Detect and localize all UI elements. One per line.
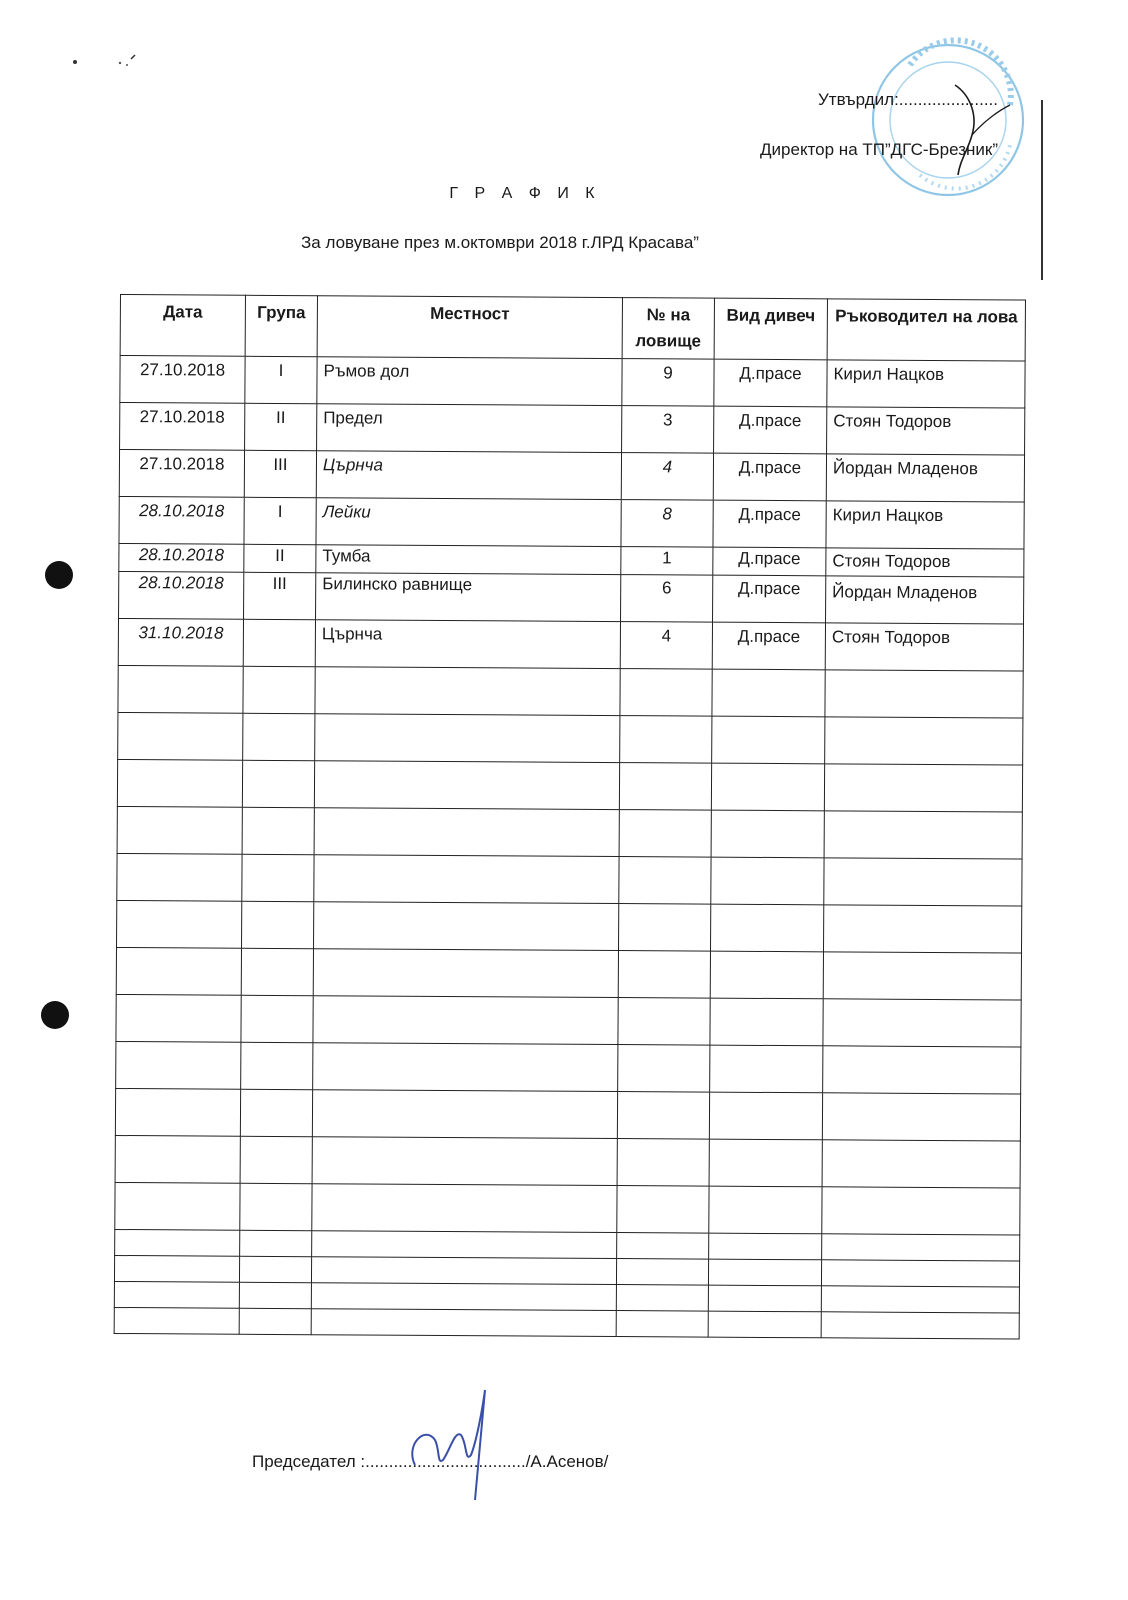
empty-cell xyxy=(709,1186,822,1234)
empty-table-row xyxy=(117,759,1022,812)
empty-cell xyxy=(618,998,710,1046)
empty-cell xyxy=(117,759,242,807)
cell-place: Билинско равнище xyxy=(316,573,621,622)
empty-cell xyxy=(823,1046,1021,1094)
empty-cell xyxy=(824,811,1022,859)
cell-place: Предел xyxy=(317,404,622,453)
empty-cell xyxy=(117,853,242,901)
empty-cell xyxy=(242,807,314,854)
empty-cell xyxy=(115,1182,240,1230)
punch-hole-bottom xyxy=(41,1001,69,1029)
scan-specks xyxy=(65,50,155,70)
empty-cell xyxy=(618,951,710,999)
empty-cell xyxy=(619,857,711,905)
cell-leader: Стоян Тодоров xyxy=(826,548,1024,577)
empty-rows xyxy=(114,665,1023,1339)
col-header-leader: Ръководител на лова xyxy=(827,299,1025,361)
cell-date: 27.10.2018 xyxy=(120,356,245,404)
empty-cell xyxy=(118,665,243,713)
cell-date: 27.10.2018 xyxy=(119,450,244,498)
empty-cell xyxy=(619,763,711,811)
empty-cell xyxy=(710,951,823,999)
cell-game: Д.прасе xyxy=(713,500,826,548)
empty-cell xyxy=(823,999,1021,1047)
empty-cell xyxy=(824,858,1022,906)
empty-table-row xyxy=(118,712,1023,765)
empty-cell xyxy=(821,1286,1019,1313)
empty-cell xyxy=(619,810,711,858)
cell-group: II xyxy=(244,544,316,572)
empty-cell xyxy=(708,1285,821,1312)
document-subtitle: За ловуване през м.октомври 2018 г.ЛРД Красава” xyxy=(301,233,699,252)
table-row xyxy=(119,496,1024,549)
empty-cell xyxy=(115,1229,240,1256)
col-header-game: Вид дивеч xyxy=(714,298,827,360)
table-row xyxy=(120,403,1025,456)
empty-cell xyxy=(823,952,1021,1000)
empty-cell xyxy=(618,904,710,952)
empty-cell xyxy=(313,949,618,998)
document-title: Г Р А Ф И К xyxy=(449,185,601,202)
cell-hunt-no: 4 xyxy=(620,622,712,670)
empty-cell xyxy=(312,1137,617,1186)
empty-cell xyxy=(617,1139,709,1187)
empty-cell xyxy=(118,712,243,760)
cell-date: 28.10.2018 xyxy=(119,571,244,619)
empty-cell xyxy=(243,666,315,713)
empty-cell xyxy=(116,1041,241,1089)
empty-cell xyxy=(240,1136,312,1183)
empty-cell xyxy=(616,1259,708,1286)
col-header-group: Група xyxy=(245,295,317,356)
empty-cell xyxy=(116,994,241,1042)
cell-game: Д.прасе xyxy=(713,453,826,501)
cell-hunt-no: 6 xyxy=(621,575,713,623)
empty-table-row xyxy=(115,1135,1020,1188)
cell-group: I xyxy=(245,356,317,403)
cell-game: Д.прасе xyxy=(714,359,827,407)
table-row xyxy=(120,356,1025,409)
empty-cell xyxy=(117,900,242,948)
empty-cell xyxy=(616,1311,708,1338)
cell-leader: Стоян Тодоров xyxy=(825,623,1023,671)
empty-cell xyxy=(709,1092,822,1140)
empty-cell xyxy=(239,1308,311,1334)
cell-date: 28.10.2018 xyxy=(119,496,244,544)
cell-leader: Йордан Младенов xyxy=(826,454,1024,502)
empty-cell xyxy=(822,1140,1020,1188)
cell-group: III xyxy=(244,450,316,497)
empty-cell xyxy=(620,716,712,764)
empty-table-row xyxy=(118,665,1023,718)
empty-cell xyxy=(710,904,823,952)
empty-cell xyxy=(240,1089,312,1136)
empty-cell xyxy=(114,1281,239,1308)
empty-cell xyxy=(312,1184,617,1233)
hunting-schedule-table xyxy=(114,294,1026,1340)
empty-cell xyxy=(239,1282,311,1308)
cell-leader: Стоян Тодоров xyxy=(827,407,1025,455)
empty-cell xyxy=(114,1255,239,1282)
empty-cell xyxy=(114,1307,239,1334)
empty-cell xyxy=(315,714,620,763)
empty-cell xyxy=(314,808,619,857)
empty-cell xyxy=(822,1187,1020,1235)
table-row xyxy=(119,571,1024,624)
cell-hunt-no: 3 xyxy=(622,406,714,454)
empty-cell xyxy=(709,1233,822,1260)
empty-cell xyxy=(315,667,620,716)
empty-cell xyxy=(711,763,824,811)
empty-cell xyxy=(821,1260,1019,1287)
empty-cell xyxy=(311,1309,616,1337)
cell-leader: Кирил Нацков xyxy=(826,501,1024,549)
empty-cell xyxy=(243,713,315,760)
cell-group: II xyxy=(245,403,317,450)
empty-table-row xyxy=(116,994,1021,1047)
empty-cell xyxy=(314,761,619,810)
empty-cell xyxy=(617,1092,709,1140)
empty-cell xyxy=(618,1045,710,1093)
empty-cell xyxy=(710,998,823,1046)
empty-cell xyxy=(823,905,1021,953)
chairman-signature xyxy=(395,1385,505,1505)
table-row xyxy=(118,618,1023,671)
empty-cell xyxy=(822,1093,1020,1141)
empty-table-row xyxy=(115,1088,1020,1141)
empty-table-row xyxy=(117,853,1022,906)
table-row xyxy=(119,450,1024,503)
cell-place: Ръмов дол xyxy=(317,357,622,406)
empty-cell xyxy=(711,810,824,858)
empty-cell xyxy=(616,1285,708,1312)
cell-group: I xyxy=(244,497,316,544)
empty-cell xyxy=(242,854,314,901)
cell-date: 28.10.2018 xyxy=(119,543,244,572)
cell-group: III xyxy=(244,572,316,619)
empty-table-row xyxy=(114,1307,1019,1339)
empty-cell xyxy=(620,669,712,717)
empty-cell xyxy=(241,995,313,1042)
empty-cell xyxy=(242,760,314,807)
cell-place: Лейки xyxy=(316,498,621,547)
col-header-hunt-no: № на ловище xyxy=(622,298,714,360)
empty-table-row xyxy=(117,900,1022,953)
empty-cell xyxy=(314,855,619,904)
empty-cell xyxy=(240,1183,312,1230)
cell-place: Църнча xyxy=(315,620,620,669)
col-header-place: Местност xyxy=(317,296,622,359)
empty-cell xyxy=(313,1043,618,1092)
cell-game: Д.прасе xyxy=(713,547,826,576)
cell-leader: Йордан Младенов xyxy=(826,576,1024,624)
cell-game: Д.прасе xyxy=(713,575,826,623)
cell-hunt-no: 4 xyxy=(621,453,713,501)
cell-date: 31.10.2018 xyxy=(118,618,243,666)
empty-cell xyxy=(311,1257,616,1285)
empty-cell xyxy=(825,670,1023,718)
empty-cell xyxy=(710,1045,823,1093)
empty-cell xyxy=(314,902,619,951)
empty-cell xyxy=(708,1259,821,1286)
cell-hunt-no: 8 xyxy=(621,500,713,548)
empty-cell xyxy=(115,1088,240,1136)
empty-cell xyxy=(311,1283,616,1311)
empty-cell xyxy=(617,1186,709,1234)
empty-table-row xyxy=(116,1041,1021,1094)
chairman-line: Председател :................................../А.Асенов/ xyxy=(252,1452,609,1471)
cell-place: Тумба xyxy=(316,545,621,575)
empty-cell xyxy=(239,1256,311,1282)
empty-cell xyxy=(617,1233,709,1260)
empty-cell xyxy=(709,1139,822,1187)
round-stamp xyxy=(860,25,1025,210)
cell-hunt-no: 9 xyxy=(622,359,714,407)
cell-date: 27.10.2018 xyxy=(120,403,245,451)
cell-hunt-no: 1 xyxy=(621,547,713,576)
empty-cell xyxy=(241,1042,313,1089)
empty-cell xyxy=(117,806,242,854)
director-line: Директор на ТП”ДГС-Брезник” xyxy=(760,140,998,159)
empty-table-row xyxy=(115,1182,1020,1235)
cell-game: Д.прасе xyxy=(714,406,827,454)
empty-cell xyxy=(116,947,241,995)
empty-cell xyxy=(822,1234,1020,1261)
approved-by-line: Утвърдил:..................... xyxy=(818,90,998,109)
empty-cell xyxy=(708,1311,821,1338)
col-header-date: Дата xyxy=(120,295,245,357)
table-header-row xyxy=(120,295,1025,362)
empty-cell xyxy=(313,996,618,1045)
empty-cell xyxy=(242,901,314,948)
cell-place: Църнча xyxy=(316,451,621,500)
empty-cell xyxy=(240,1230,312,1256)
empty-cell xyxy=(115,1135,240,1183)
cell-group xyxy=(243,619,315,666)
empty-cell xyxy=(241,948,313,995)
cell-game: Д.прасе xyxy=(712,622,825,670)
punch-hole-top xyxy=(45,561,73,589)
empty-cell xyxy=(824,764,1022,812)
empty-cell xyxy=(711,857,824,905)
empty-cell xyxy=(825,717,1023,765)
empty-cell xyxy=(712,716,825,764)
empty-table-row xyxy=(116,947,1021,1000)
empty-table-row xyxy=(117,806,1022,859)
empty-cell xyxy=(312,1231,617,1259)
cell-leader: Кирил Нацков xyxy=(827,360,1025,408)
empty-cell xyxy=(312,1090,617,1139)
empty-cell xyxy=(821,1312,1019,1339)
empty-cell xyxy=(712,669,825,717)
